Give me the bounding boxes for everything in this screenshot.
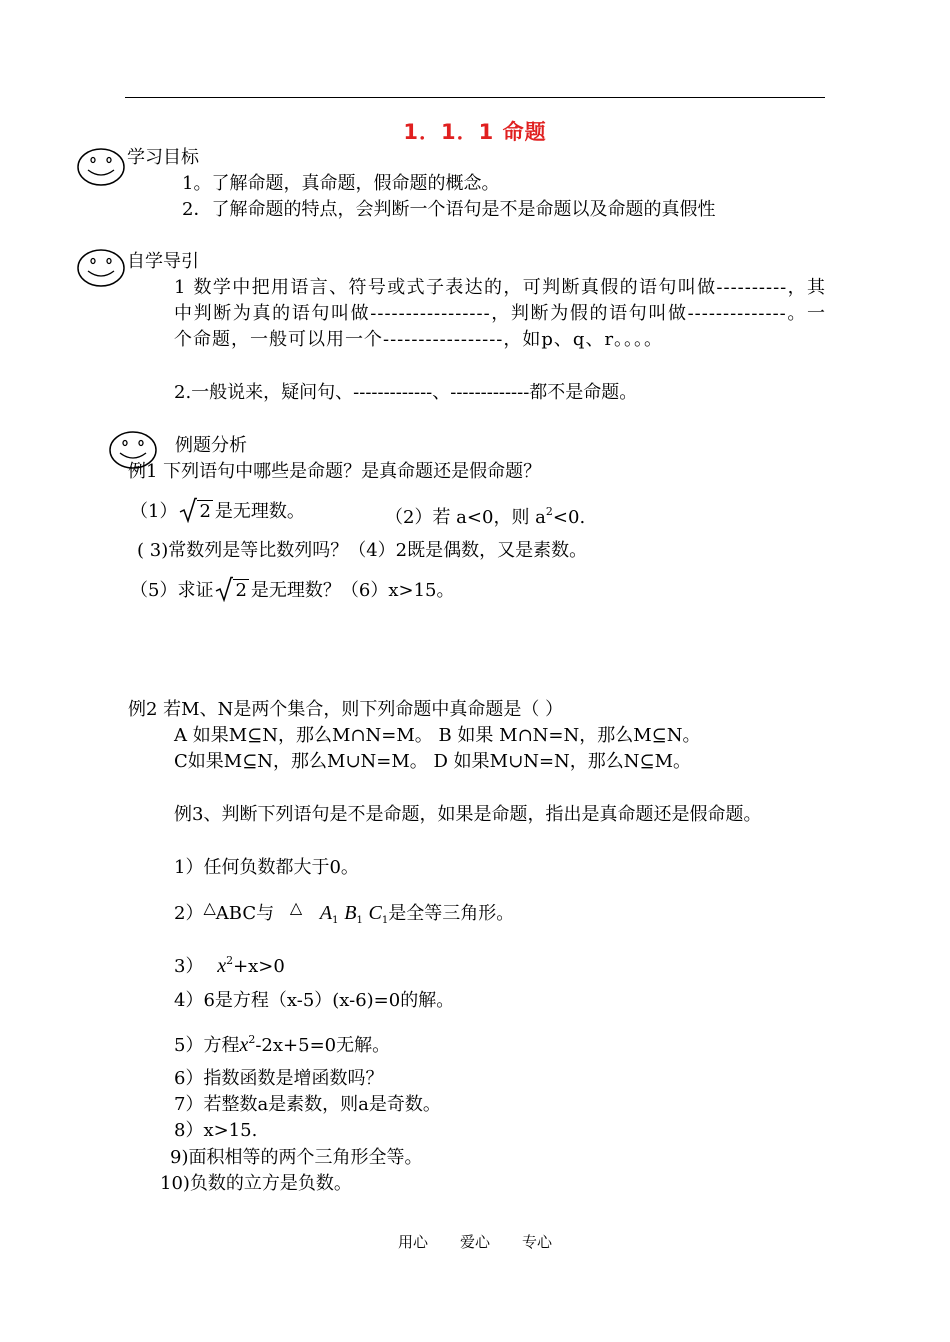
selfstudy-paragraph-1: 1 数学中把用语言、符号或式子表达的，可判断真假的语句叫做----------，其中判断为真的语句叫做-----------------，判断为假的语句叫做--------------。一个命题，一般可以用一个-----------------，如p、q、r。。。。 (174, 277, 826, 350)
sqrt-symbol: 2 (215, 578, 248, 604)
header-rule (125, 97, 825, 98)
example-3-item-5: 5）方程$x^2-2x+5=0$无解。 (174, 1033, 391, 1056)
example-3-item-1: 1）任何负数都大于0。 (174, 857, 359, 878)
page-footer (0, 1231, 950, 1252)
example-3-item-2: 2）△ABC与 △ $A_1$ $B_1$ $C_1$是全等三角形。 (174, 898, 515, 926)
example-1-items-5-6: （5）求证 2 是无理数？（6）x>15。 (130, 578, 455, 604)
example-3-item-6: 6）指数函数是增函数吗？ (174, 1068, 384, 1089)
example-1-items-3-4: ( 3)常数列是等比数列吗？（4）2既是偶数，又是素数。 (137, 540, 588, 561)
example-3-item-9: 9)面积相等的两个三角形全等。 (170, 1147, 423, 1168)
page-title: 1．1．1 命题 (403, 120, 547, 144)
example-3-item-8: 8）x>15. (174, 1120, 258, 1141)
footer-text-2: 爱心 (459, 1233, 490, 1251)
example-3-item-3: 3） $x^2+x>0$ (174, 954, 285, 977)
example-2-options-ab: A 如果M⊆N，那么M∩N=M。 B 如果 M∩N=N，那么M⊆N。 (174, 725, 701, 746)
goals-item-2: 2．了解命题的特点，会判断一个语句是不是命题以及命题的真假性 (182, 199, 716, 220)
smiley-icon (76, 147, 126, 187)
footer-text-3: 专心 (522, 1233, 553, 1251)
sqrt-symbol: 2 (179, 499, 212, 525)
example-1-prompt: 例1 下列语句中哪些是命题？是真命题还是假命题？ (128, 461, 542, 482)
smiley-icon (76, 248, 126, 288)
example-3-item-7: 7）若整数a是素数，则a是奇数。 (174, 1094, 441, 1115)
example-2-options-cd: C如果M⊆N，那么M∪N=M。 D 如果M∪N=N，那么N⊆M。 (174, 751, 692, 772)
selfstudy-heading: 自学导引 (127, 251, 199, 272)
goals-item-1: 1。了解命题，真命题，假命题的概念。 (182, 173, 500, 194)
selfstudy-paragraph-2: 2.一般说来，疑问句、-------------、-------------都不是命题。 (174, 382, 638, 403)
examples-heading: 例题分析 (175, 435, 247, 456)
example-3-item-4: 4）6是方程（x-5）(x-6)=0的解。 (174, 990, 455, 1011)
footer-text-1: 用心 (397, 1233, 428, 1251)
example-3-prompt: 例3、判断下列语句是不是命题，如果是命题，指出是真命题还是假命题。 (174, 804, 762, 825)
example-3-item-10: 10)负数的立方是负数。 (160, 1173, 352, 1194)
example-1-item-1: （1） 2 是无理数。 (130, 499, 305, 525)
example-2-prompt: 例2 若M、N是两个集合，则下列命题中真命题是（ ） (128, 699, 564, 720)
example-1-item-2: （2）若 a<0，则 $a^2<0$. (385, 505, 586, 528)
goals-heading: 学习目标 (127, 147, 199, 168)
